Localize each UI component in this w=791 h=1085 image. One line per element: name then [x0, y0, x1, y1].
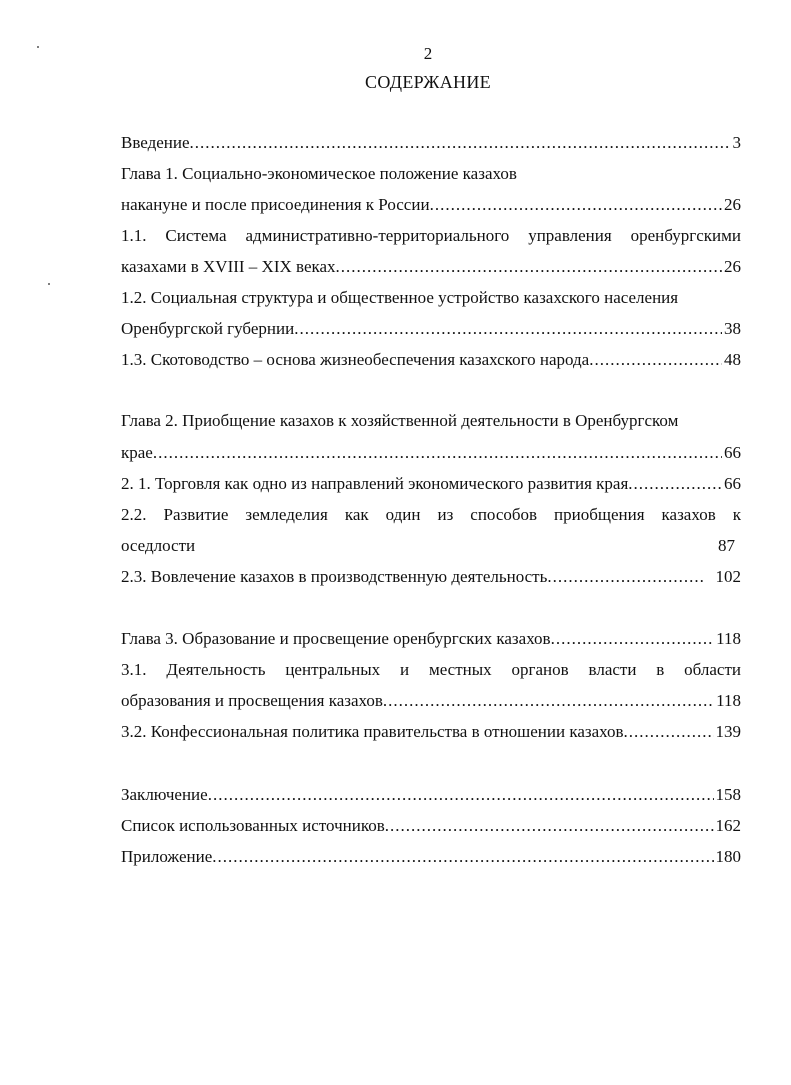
- toc-page-number: 3: [732, 133, 741, 152]
- scan-speck: [48, 283, 50, 285]
- toc-entry-text: Глава 2. Приобщение казахов к хозяйственной деятельности в Оренбургском: [121, 411, 679, 430]
- dot-leader: [190, 132, 731, 154]
- toc-entry-text: 2.2. Развитие земледелия как один из способов приобщения казахов к: [121, 505, 741, 524]
- dot-leader: [208, 784, 714, 806]
- toc-entry-text: 2.3. Вовлечение казахов в производственную деятельность: [121, 567, 548, 586]
- toc-entry-section-2-2[interactable]: [121, 504, 741, 526]
- toc-page-number: 38: [724, 319, 741, 338]
- toc-page-number: 26: [724, 257, 741, 276]
- dot-leader: [430, 194, 722, 216]
- toc-entry-text: крае: [121, 443, 153, 462]
- toc-entry-chapter-1[interactable]: [121, 163, 741, 185]
- toc-entry-sources[interactable]: [121, 815, 741, 837]
- toc-entry-chapter-2-cont[interactable]: [121, 442, 741, 464]
- toc-entry-text: 1.1. Система административно-территориального управления оренбургскими: [121, 226, 741, 245]
- dot-leader: [212, 846, 713, 868]
- dot-leader: [294, 318, 722, 340]
- toc-page-number: 48: [724, 350, 741, 369]
- toc-page-number: 118: [716, 691, 741, 710]
- toc-page-number: 102: [715, 567, 741, 586]
- toc-entry-section-3-1-cont[interactable]: [121, 690, 741, 712]
- toc-entry-text: 1.3. Скотоводство – основа жизнеобеспечения казахского народа: [121, 350, 590, 369]
- toc-entry-section-1-2[interactable]: [121, 287, 741, 309]
- toc-entry-text: 2. 1. Торговля как одно из направлений экономического развития края: [121, 474, 629, 493]
- toc-page-number: 87: [718, 536, 735, 555]
- toc-page-number: 26: [724, 195, 741, 214]
- page-title: СОДЕРЖАНИЕ: [365, 72, 491, 92]
- dot-leader: [547, 566, 705, 588]
- toc-page-number: 180: [715, 847, 741, 866]
- toc-entry-conclusion[interactable]: [121, 784, 741, 806]
- toc-entry-section-2-3[interactable]: [121, 566, 741, 588]
- toc-entry-intro[interactable]: [121, 132, 741, 154]
- toc-entry-section-2-2-cont[interactable]: [121, 535, 741, 557]
- toc-entry-text: накануне и после присоединения к России: [121, 195, 430, 214]
- toc-entry-section-1-1-cont[interactable]: [121, 256, 741, 278]
- toc-entry-text: казахами в XVIII – XIX веках: [121, 257, 336, 276]
- toc-entry-text: Глава 1. Социально-экономическое положение казахов: [121, 164, 517, 183]
- toc-entry-text: Заключение: [121, 785, 208, 804]
- toc-page-number: 158: [715, 785, 741, 804]
- toc-entry-text: Введение: [121, 133, 190, 152]
- dot-leader: [385, 815, 714, 837]
- toc-entry-section-1-1[interactable]: [121, 225, 741, 247]
- toc-entry-text: образования и просвещения казахов: [121, 691, 383, 710]
- toc-entry-text: 3.1. Деятельность центральных и местных органов власти в области: [121, 660, 741, 679]
- toc-entry-text: Приложение: [121, 847, 213, 866]
- toc-entry-section-1-3[interactable]: [121, 349, 741, 371]
- toc-entry-chapter-2[interactable]: [121, 410, 741, 432]
- toc-entry-text: 3.2. Конфессиональная политика правительства в отношении казахов: [121, 722, 624, 741]
- toc-entry-text: Глава 3. Образование и просвещение оренбургских казахов: [121, 629, 551, 648]
- dot-leader: [336, 256, 722, 278]
- dot-leader: [551, 628, 715, 650]
- toc-page-number: 66: [724, 443, 741, 462]
- toc-entry-chapter-3[interactable]: [121, 628, 741, 650]
- dot-leader: [153, 442, 722, 464]
- toc-entry-section-2-1[interactable]: [121, 473, 741, 495]
- toc-entry-text: Оренбургской губернии: [121, 319, 295, 338]
- dot-leader: [628, 473, 722, 495]
- toc-page-number: 162: [715, 816, 741, 835]
- toc-entry-section-3-1[interactable]: [121, 659, 741, 681]
- toc-entry-text: Список использованных источников: [121, 816, 385, 835]
- toc-entry-appendix[interactable]: [121, 846, 741, 868]
- toc-page-number: 118: [716, 629, 741, 648]
- toc-entry-text: оседлости: [121, 536, 196, 555]
- toc-entry-chapter-1-cont[interactable]: [121, 194, 741, 216]
- page-number: 2: [423, 44, 433, 63]
- dot-leader: [624, 721, 714, 743]
- toc-page-number: 66: [724, 474, 741, 493]
- dot-leader: [589, 349, 722, 371]
- toc-entry-text: 1.2. Социальная структура и общественное устройство казахского населения: [121, 288, 679, 307]
- toc-entry-section-3-2[interactable]: [121, 721, 741, 743]
- toc-page-number: 139: [715, 722, 741, 741]
- toc-entry-section-1-2-cont[interactable]: [121, 318, 741, 340]
- dot-leader: [383, 690, 714, 712]
